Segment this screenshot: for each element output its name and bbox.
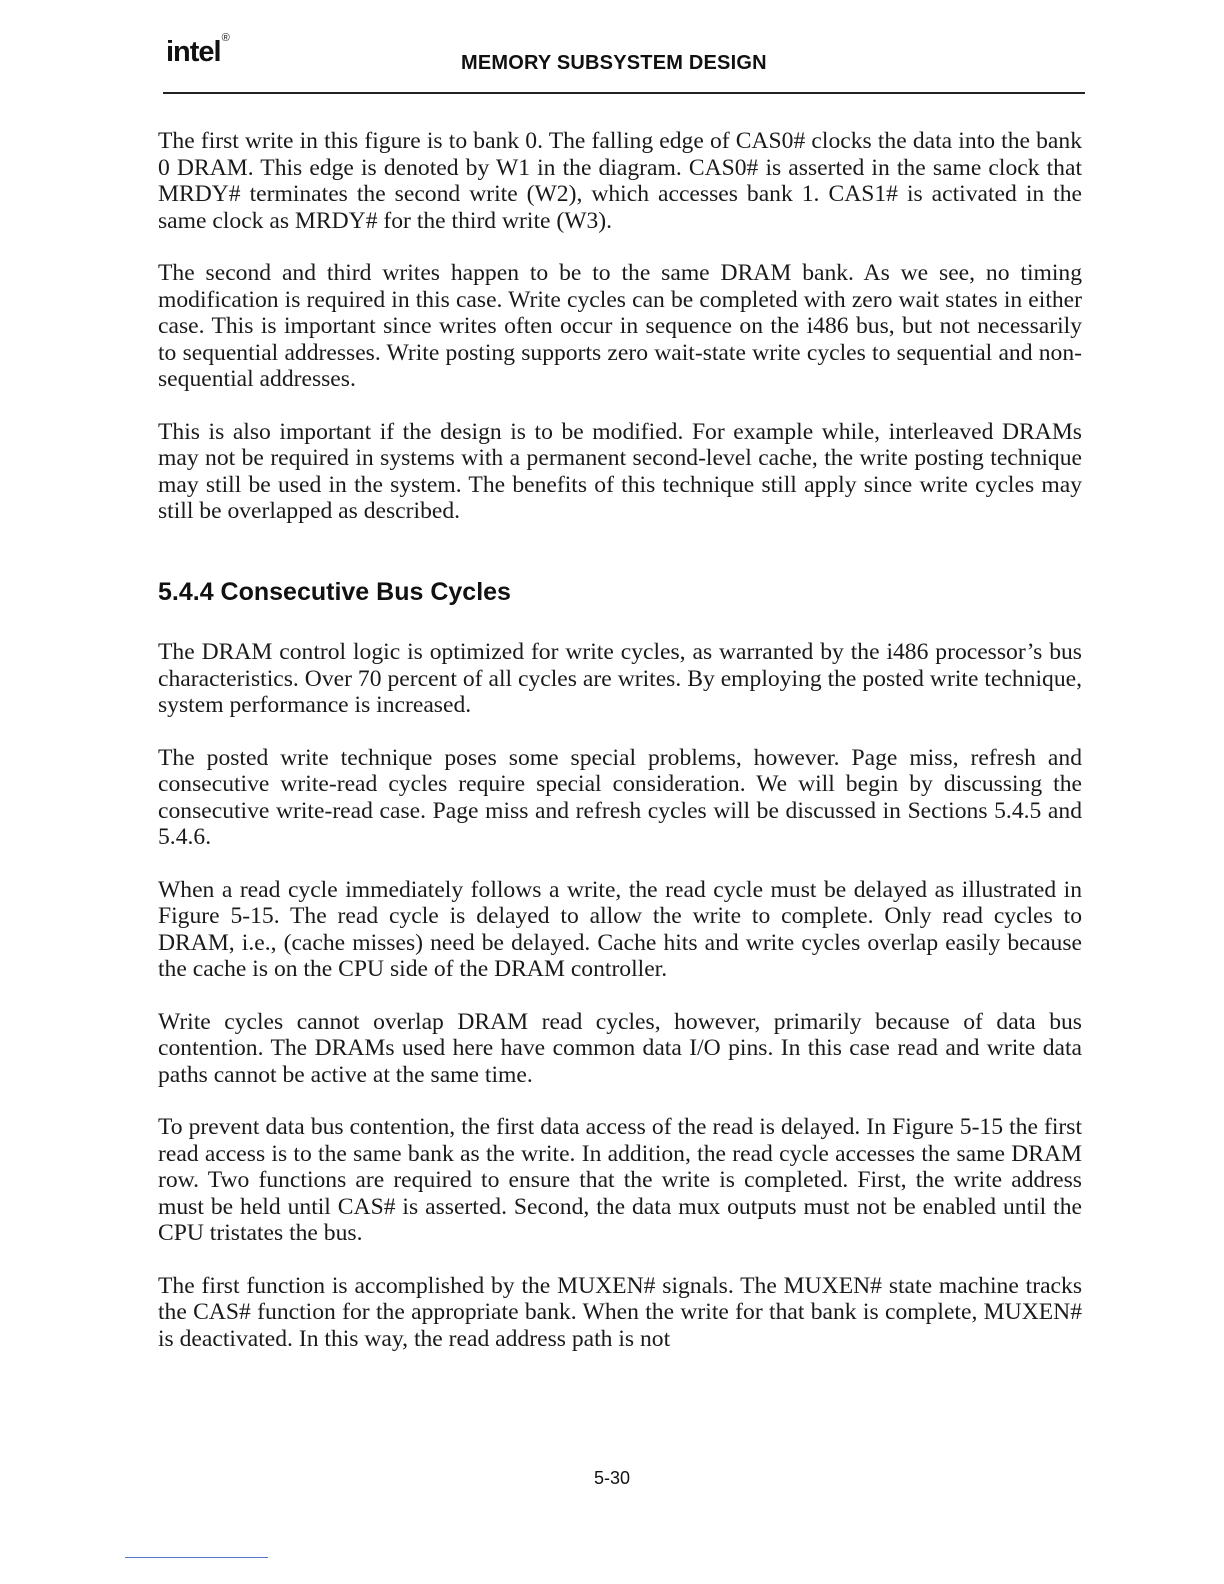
intel-logo (166, 32, 229, 69)
paragraph: The first write in this figure is to bank 0. The falling edge of CAS0# clocks the data into the bank 0 DRAM. This edge is denoted by W1 in the diagram. CAS0# is asserted in the same clock that MRDY# terminates the second write (W2), which accesses bank 1. CAS1# is activated in the same clock as MRDY# for the third write (W3). (158, 128, 1082, 234)
paragraph: This is also important if the design is to be modified. For example while, interleaved DRAMs may not be required in systems with a permanent second-level cache, the write posting technique may still be used in the system. The benefits of this technique still apply since write cycles may still be overlapped as described. (158, 418, 1082, 524)
header-divider (163, 92, 1085, 94)
paragraph: The DRAM control logic is optimized for write cycles, as warranted by the i486 processor’s bus characteristics. Over 70 percent of all cycles are writes. By employing the posted write technique, system performance is increased. (158, 639, 1082, 718)
footer-line (125, 1557, 268, 1558)
paragraph: The posted write technique poses some special problems, however. Page miss, refresh and consecutive write-read cycles require special consideration. We will begin by discussing the consecutive write-read case. Page miss and refresh cycles will be discussed in Sections 5.4.5 and 5.4.6. (158, 744, 1082, 850)
paragraph: When a read cycle immediately follows a write, the read cycle must be delayed as illustrated in Figure 5-15. The read cycle is delayed to allow the write to complete. Only read cycles to DRAM, i.e., (cache misses) need be delayed. Cache hits and write cycles overlap easily because the cache is on the CPU side of the DRAM controller. (158, 876, 1082, 982)
paragraph: The first function is accomplished by the MUXEN# signals. The MUXEN# state machine tracks the CAS# function for the appropriate bank. When the write for that bank is complete, MUXEN# is deactivated. In this way, the read address path is not (158, 1272, 1082, 1352)
logo-text: intel (166, 36, 221, 68)
paragraph: Write cycles cannot overlap DRAM read cycles, however, primarily because of data bus contention. The DRAMs used here have common data I/O pins. In this case read and write data paths cannot be active at the same time. (158, 1008, 1082, 1088)
page-number: 5-30 (593, 1468, 631, 1488)
registered-mark: ® (221, 32, 229, 44)
body-text (158, 128, 1082, 1378)
page-header (163, 30, 1085, 94)
paragraph: To prevent data bus contention, the first data access of the read is delayed. In Figure 5-15 the first read access is to the same bank as the write. In addition, the read cycle accesses the same DRAM row. Two functions are required to ensure that the write is completed. First, the write address must be held until CAS# is asserted. Second, the data mux outputs must not be enabled until the CPU tristates the bus. (158, 1114, 1082, 1246)
paragraph: The second and third writes happen to be to the same DRAM bank. As we see, no timing modification is required in this case. Write cycles can be completed with zero wait states in either case. This is important since writes often occur in sequence on the i486 bus, but not necessarily to sequential addresses. Write posting supports zero wait-state write cycles to sequential and non-sequential addresses. (158, 260, 1082, 392)
section-heading: 5.4.4 Consecutive Bus Cycles (158, 577, 511, 606)
running-header-title: MEMORY SUBSYSTEM DESIGN (461, 52, 767, 74)
